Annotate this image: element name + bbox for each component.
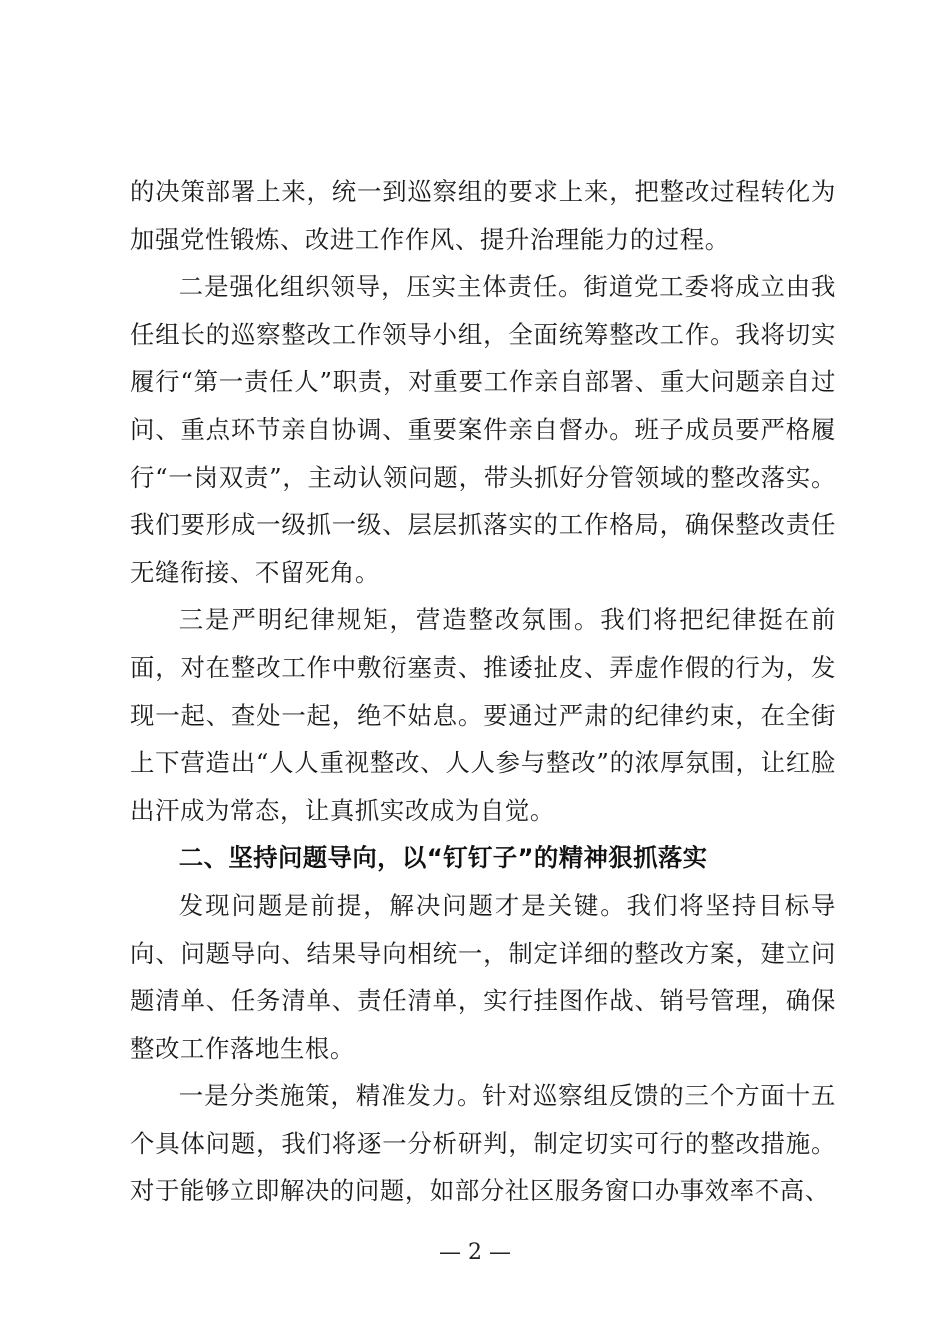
section-heading: 二、坚持问题导向，以“钉钉子”的精神狠抓落实 (178, 843, 708, 873)
paragraph-organization-leadership: 二是强化组织领导，压实主体责任。街道党工委将成立由我任组长的巡察整改工作领导小组，全面统筹整改工作。我将切实履行“第一责任人”职责，对重要工作亲自部署、重大问题亲自过问、重点环节亲自协调、重要案件亲自督办。班子成员要严格履行“一岗双责”，主动认领问题，带头抓好分管领域的整改落实。我们要形成一级抓一级、层层抓落实的工作格局，确保整改责任无缝衔接、不留死角。 (130, 272, 836, 587)
document-body (130, 168, 836, 1215)
paragraph-problem-oriented: 发现问题是前提，解决问题才是关键。我们将坚持目标导向、问题导向、结果导向相统一，制定详细的整改方案，建立问题清单、任务清单、责任清单，实行挂图作战、销号管理，确保整改工作落地生根。 (130, 890, 836, 1063)
page-number: — 2 — (439, 1240, 511, 1265)
paragraph-continuation: 的决策部署上来，统一到巡察组的要求上来，把整改过程转化为加强党性锻炼、改进工作作风、提升治理能力的过程。 (130, 177, 836, 254)
paragraph-classified-measures: 一是分类施策，精准发力。针对巡察组反馈的三个方面十五个具体问题，我们将逐一分析研判，制定切实可行的整改措施。对于能够立即解决的问题，如部分社区服务窗口办事效率不高、 (130, 1081, 836, 1206)
paragraph-discipline-rules: 三是严明纪律规矩，营造整改氛围。我们将把纪律挺在前面，对在整改工作中敷衍塞责、推诿扯皮、弄虚作假的行为，发现一起、查处一起，绝不姑息。要通过严肃的纪律约束，在全街上下营造出“人人重视整改、人人参与整改”的浓厚氛围，让红脸出汗成为常态，让真抓实改成为自觉。 (130, 605, 836, 825)
